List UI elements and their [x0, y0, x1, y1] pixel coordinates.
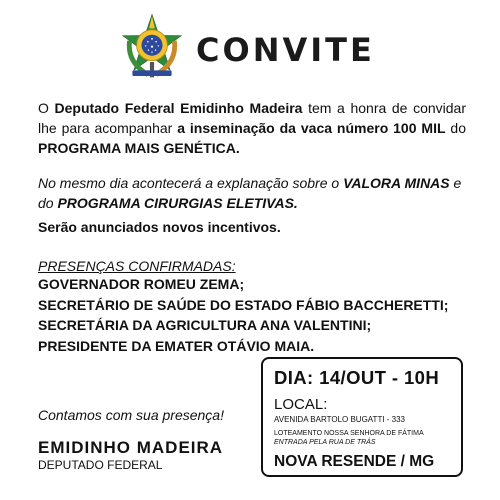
program-name: PROGRAMA MAIS GENÉTICA. — [38, 140, 240, 156]
event-date: DIA: 14/OUT - 10H — [274, 367, 440, 388]
guest-item: GOVERNADOR ROMEU ZEMA; — [38, 276, 245, 292]
closing-text: Contamos com sua presença! — [38, 407, 224, 423]
location-label: LOCAL: — [274, 396, 328, 413]
host-name: EMIDINHO MADEIRA — [38, 438, 224, 457]
guest-item: SECRETÁRIA DA AGRICULTURA ANA VALENTINI; — [38, 317, 372, 333]
coat-of-arms-icon — [117, 13, 187, 83]
invitation-paragraph: O Deputado Federal Emidinho Madeira tem a honra de convidar lhe para acompanhar a inseminação da vaca número 100 MIL do PROGRAMA MAIS GENÉTICA. — [38, 100, 467, 156]
info-paragraph: No mesmo dia acontecerá a explanação sobre o VALORA MINAS e do PROGRAMA CIRURGIAS ELETIVAS. — [38, 175, 462, 211]
event-details-box — [261, 357, 463, 477]
address-line: LOTEAMENTO NOSSA SENHORA DE FÁTIMA — [274, 430, 424, 437]
guest-list — [38, 274, 448, 356]
address-note: ENTRADA PELA RUA DE TRÁS — [274, 439, 376, 446]
host-role: DEPUTADO FEDERAL — [38, 458, 163, 472]
cirurgias-program-text: PROGRAMA CIRURGIAS ELETIVAS. — [57, 195, 298, 211]
valora-minas-text: VALORA MINAS — [343, 175, 450, 191]
incentives-text: Serão anunciados novos incentivos. — [38, 219, 281, 235]
page-title: CONVITE — [196, 31, 375, 69]
insemination-text: a inseminação da vaca número 100 MIL — [177, 120, 446, 136]
event-city: NOVA RESENDE / MG — [274, 453, 435, 470]
guest-item: PRESIDENTE DA EMATER OTÁVIO MAIA. — [38, 337, 315, 354]
address-line: AVENIDA BARTOLO BUGATTI - 333 — [274, 415, 406, 424]
presences-heading: PRESENÇAS CONFIRMADAS: — [38, 258, 236, 274]
guest-item: SECRETÁRIO DE SAÚDE DO ESTADO FÁBIO BACCHERETTI; — [38, 296, 449, 313]
deputy-name: Deputado Federal Emidinho Madeira — [54, 100, 303, 116]
